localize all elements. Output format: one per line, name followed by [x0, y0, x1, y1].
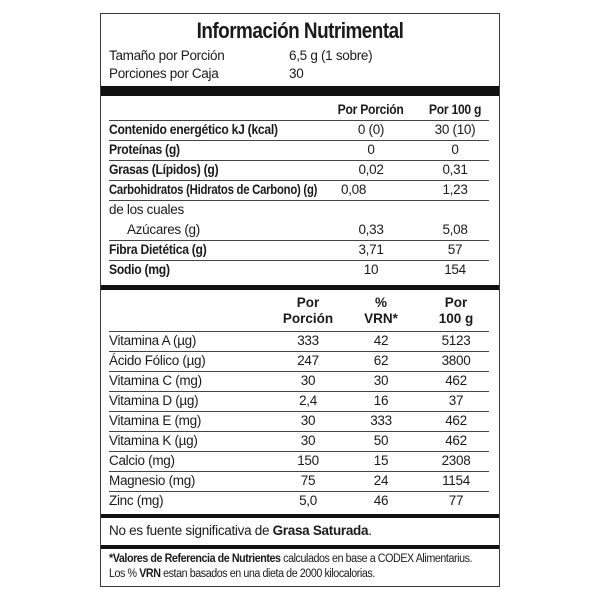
- header-per-serving: Por Porción: [282, 295, 334, 326]
- header-vrn: % VRN*: [364, 295, 398, 326]
- servings-per-box-label: Porciones por Caja: [109, 66, 219, 81]
- macro-row-protein: Proteínas (g) 0 0: [109, 140, 489, 161]
- thick-divider: [101, 514, 499, 518]
- macro-row-sugars: Azúcares (g) 0,33 5,08: [109, 220, 489, 241]
- micro-row: Vitamina D (µg) 2,4 16 37: [109, 391, 489, 412]
- micro-row: Ácido Fólico (µg) 247 62 3800: [109, 351, 489, 372]
- macro-row-fat: Grasas (Lípidos) (g) 0,02 0,31: [109, 160, 489, 181]
- thick-divider: [101, 285, 499, 290]
- footnote-vrn-basis: Los % VRN estan basados en una dieta de 2000 kilocalorias.: [109, 568, 375, 580]
- footnote-vrn-definition: *Valores de Referencia de Nutrientes calculados en base a CODEX Alimentarius.: [109, 553, 473, 565]
- serving-size-row: [109, 48, 373, 63]
- micro-row: Vitamina C (mg) 30 30 462: [109, 371, 489, 392]
- saturated-fat-note: No es fuente significativa de Grasa Saturada.: [109, 523, 372, 538]
- thick-divider: [101, 545, 499, 549]
- macros-header: [109, 100, 489, 121]
- header-per-100g: Por 100 g: [428, 102, 482, 117]
- label-title: Información Nutrimental: [196, 18, 404, 43]
- header-per-serving: Por Porción: [338, 102, 404, 117]
- micro-row: Vitamina A (µg) 333 42 5123: [109, 331, 489, 352]
- macro-row-fiber: Fibra Dietética (g) 3,71 57: [109, 240, 489, 261]
- micros-header: [109, 295, 489, 332]
- servings-per-box-row: [109, 66, 304, 81]
- serving-size-value: 6,5 g (1 sobre): [289, 48, 373, 63]
- servings-per-box-value: 30: [289, 66, 304, 81]
- macro-row-energy: Contenido energético kJ (kcal) 0 (0) 30 (10): [109, 120, 489, 141]
- header-per-100g: Por 100 g: [438, 295, 474, 326]
- micro-row: Vitamina E (mg) 30 333 462: [109, 411, 489, 432]
- micro-row: Vitamina K (µg) 30 50 462: [109, 431, 489, 452]
- macro-row-sodium: Sodio (mg) 10 154: [109, 262, 466, 277]
- nutrition-facts-label: [100, 13, 500, 587]
- macro-row-of-which: de los cuales: [109, 202, 184, 217]
- micro-row: Calcio (mg) 150 15 2308: [109, 451, 489, 472]
- micro-row: Magnesio (mg) 75 24 1154: [109, 471, 489, 492]
- micro-row: Zinc (mg) 5,0 46 77: [109, 493, 464, 508]
- macro-row-carbs: Carbohidratos (Hidratos de Carbono) (g) 0,08 1,23: [109, 180, 489, 201]
- thick-divider: [101, 86, 499, 96]
- serving-size-label: Tamaño por Porción: [109, 48, 225, 63]
